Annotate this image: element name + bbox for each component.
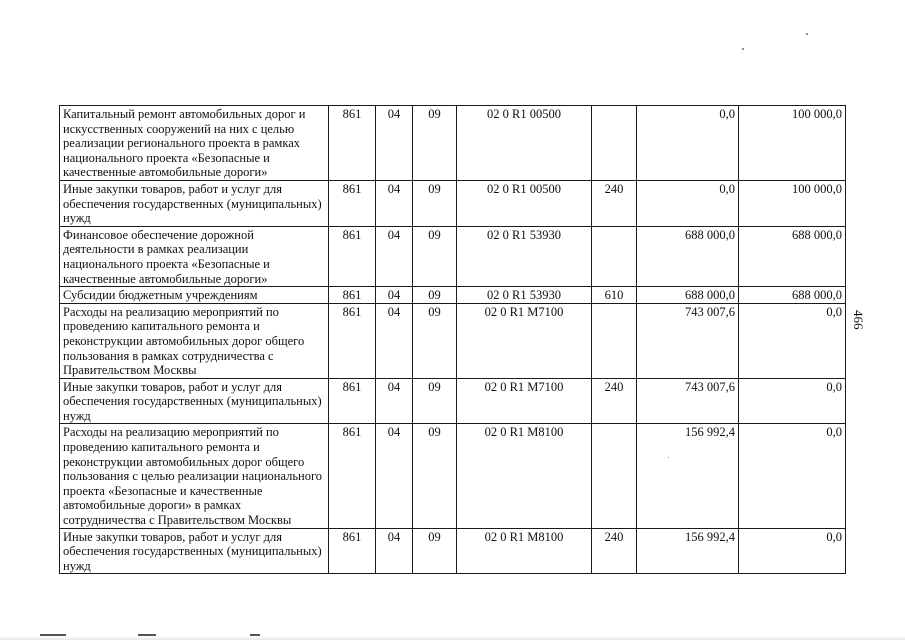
cell-name: Иные закупки товаров, работ и услуг для обеспечения государственных (муниципальных) нужд: [60, 378, 329, 424]
scan-edge-mark: [40, 634, 66, 636]
cell-rz: 04: [376, 424, 413, 528]
cell-vr: [592, 106, 637, 181]
cell-csr: 02 0 R1 M7100: [457, 303, 592, 378]
table-row: [60, 287, 846, 304]
cell-vr: [592, 424, 637, 528]
cell-pr: 09: [413, 287, 457, 304]
cell-vr: [592, 303, 637, 378]
cell-rz: 04: [376, 226, 413, 286]
cell-pr: 09: [413, 106, 457, 181]
scan-speck: [668, 457, 669, 458]
cell-rz: 04: [376, 303, 413, 378]
cell-amount-2: 0,0: [739, 424, 846, 528]
cell-name: Капитальный ремонт автомобильных дорог и искусственных сооружений на них с целью реализации регионального проекта в рамках национального проекта «Безопасные и качественные автомобильные дороги»: [60, 106, 329, 181]
budget-table-body: [60, 106, 846, 574]
cell-vr: 240: [592, 378, 637, 424]
cell-name: Иные закупки товаров, работ и услуг для обеспечения государственных (муниципальных) нужд: [60, 180, 329, 226]
cell-amount-2: 100 000,0: [739, 106, 846, 181]
cell-rz: 04: [376, 106, 413, 181]
cell-ved: 861: [329, 378, 376, 424]
cell-csr: 02 0 R1 M8100: [457, 528, 592, 574]
cell-ved: 861: [329, 528, 376, 574]
cell-amount-2: 0,0: [739, 378, 846, 424]
cell-ved: 861: [329, 226, 376, 286]
cell-ved: 861: [329, 424, 376, 528]
cell-rz: 04: [376, 528, 413, 574]
cell-csr: 02 0 R1 00500: [457, 106, 592, 181]
cell-amount-1: 743 007,6: [637, 378, 739, 424]
cell-ved: 861: [329, 287, 376, 304]
cell-amount-2: 100 000,0: [739, 180, 846, 226]
cell-pr: 09: [413, 226, 457, 286]
cell-pr: 09: [413, 528, 457, 574]
cell-amount-1: 156 992,4: [637, 528, 739, 574]
table-row: [60, 180, 846, 226]
scan-edge: [0, 636, 905, 640]
cell-rz: 04: [376, 180, 413, 226]
cell-csr: 02 0 R1 53930: [457, 287, 592, 304]
cell-name: Субсидии бюджетным учреждениям: [60, 287, 329, 304]
table-row: [60, 106, 846, 181]
cell-name: Расходы на реализацию мероприятий по проведению капитального ремонта и реконструкции автомобильных дорог общего пользования в рамках сотрудничества с Правительством Москвы: [60, 303, 329, 378]
cell-csr: 02 0 R1 M7100: [457, 378, 592, 424]
cell-pr: 09: [413, 378, 457, 424]
cell-amount-1: 0,0: [637, 180, 739, 226]
cell-amount-1: 0,0: [637, 106, 739, 181]
cell-ved: 861: [329, 180, 376, 226]
table-row: [60, 378, 846, 424]
table-row: [60, 226, 846, 286]
cell-amount-1: 688 000,0: [637, 287, 739, 304]
cell-amount-2: 0,0: [739, 303, 846, 378]
cell-csr: 02 0 R1 53930: [457, 226, 592, 286]
cell-vr: 240: [592, 528, 637, 574]
page-number: 466: [851, 310, 866, 330]
cell-pr: 09: [413, 303, 457, 378]
cell-vr: 610: [592, 287, 637, 304]
cell-amount-2: 688 000,0: [739, 226, 846, 286]
table-row: [60, 528, 846, 574]
cell-amount-1: 743 007,6: [637, 303, 739, 378]
cell-csr: 02 0 R1 00500: [457, 180, 592, 226]
cell-name: Иные закупки товаров, работ и услуг для обеспечения государственных (муниципальных) нужд: [60, 528, 329, 574]
cell-ved: 861: [329, 106, 376, 181]
cell-csr: 02 0 R1 M8100: [457, 424, 592, 528]
budget-table: [59, 105, 846, 574]
scan-speck: [742, 48, 744, 50]
cell-name: Расходы на реализацию мероприятий по проведению капитального ремонта и реконструкции автомобильных дорог общего пользования с целью реализации национального проекта «Безопасные и качественные автомобильные дороги» в рамках сотрудничества с Правительством Москвы: [60, 424, 329, 528]
table-row: [60, 424, 846, 528]
cell-amount-2: 0,0: [739, 528, 846, 574]
cell-vr: [592, 226, 637, 286]
scan-edge-mark: [250, 634, 260, 636]
cell-pr: 09: [413, 180, 457, 226]
cell-ved: 861: [329, 303, 376, 378]
scan-speck: [806, 33, 808, 35]
table-row: [60, 303, 846, 378]
cell-amount-2: 688 000,0: [739, 287, 846, 304]
cell-amount-1: 156 992,4: [637, 424, 739, 528]
cell-vr: 240: [592, 180, 637, 226]
cell-name: Финансовое обеспечение дорожной деятельности в рамках реализации национального проекта «Безопасные и качественные автомобильные дороги»: [60, 226, 329, 286]
cell-rz: 04: [376, 378, 413, 424]
cell-rz: 04: [376, 287, 413, 304]
cell-amount-1: 688 000,0: [637, 226, 739, 286]
cell-pr: 09: [413, 424, 457, 528]
scan-edge-mark: [138, 634, 156, 636]
